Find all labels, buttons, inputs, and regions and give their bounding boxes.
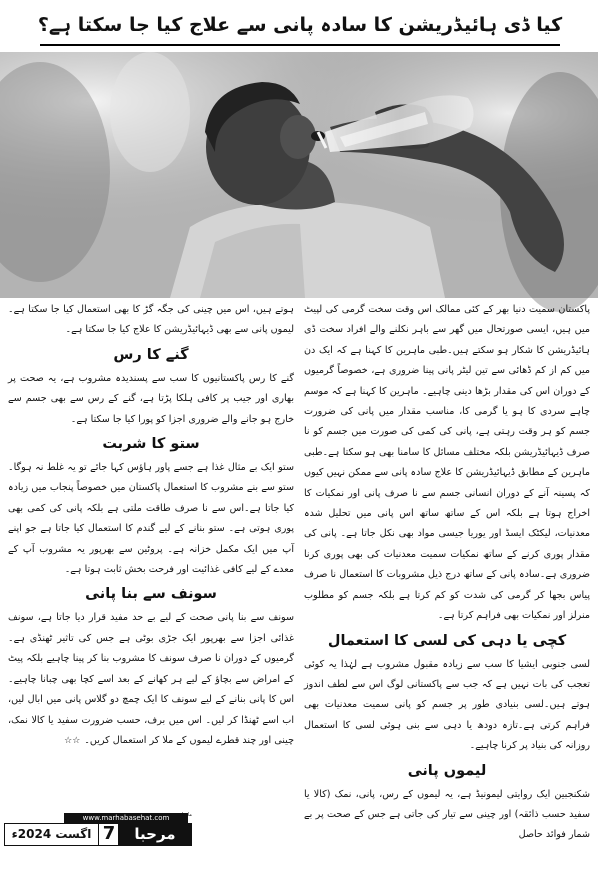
paragraph: ستو ایک بے مثال غذا ہے جسے پاور ہاؤس کہا جائے تو یہ غلط نہ ہوگا۔ستو سے بنے مشروب کا استعمال پاکستان میں خصوصاً پنجاب میں زیادہ کیا جاتا ہے۔اس سے نا صرف طاقت ملتی ہے بلکہ پانی کی کمی بھی پوری ہوتی ہے۔ ستو بنانے کے لیے گندم کا استعمال کیا جاتا ہے جو اپنے آپ میں ایک مکمل خزانہ ہے۔ پروٹین سے بھرپور یہ مشروب آپ کے معدے کے لیے کافی غذائیت اور فرحت بخش ثابت ہوتا ہے۔ <box>8 462 294 576</box>
magazine-footer <box>4 812 192 866</box>
magazine-label: ماہنامہ <box>176 812 192 818</box>
article-title: کیا ڈی ہائیڈریشن کا سادہ پانی سے علاج کیا جا سکتا ہے؟ <box>37 14 563 36</box>
paragraph: پاکستان سمیت دنیا بھر کے کئی ممالک اس وقت سخت گرمی کی لپیٹ میں ہیں، ایسی صورتحال میں گھر سے باہر نکلنے والے افراد سخت ڈی ہائیڈریشن کا شکار ہو سکتے ہیں۔طبی ماہرین کا کہنا ہے کہ ایک دن میں کم از کم ڈھائی سے تین لیٹر پانی پینا ضروری ہے، خصوصاً گرمیوں کے دوران اس کی مقدار بڑھا دینی چاہیے۔ ماہرین کا کہنا ہے کہ موسم چاہے سردی کا ہو یا گرمی کا، مناسب مقدار میں پانی کی ضرورت جسم کو ہر وقت رہتی ہے، پانی کی کمی کی صورت میں جسم کو نا صرف ڈیہائیڈریشن بلکہ مختلف مسائل کا سامنا بھی ہو سکتا ہے۔طبی ماہرین کے مطابق ڈیہائیڈریشن کا علاج سادہ پانی سے ممکن نہیں کیوں کہ پسینہ آنے کے دوران انسانی جسم سے نا صرف پانی اور نمکیات کا اخراج ہوتا ہے بلکہ اس کے ساتھ ساتھ اس پانی میں تحلیل شدہ معدنیات، لیکٹک ایسڈ اور یوریا جیسی مواد بھی نکل جاتا ہے۔ پانی کی مقدار پوری کرنے کے ساتھ نمکیات سمیت معدنیات کی بھی پوری کرنا ضروری ہے۔سادہ پانی کے ساتھ درج ذیل مشروبات کا استعمال نا صرف پیاس بجھا کر گرمی کی شدت کو کم کرتا ہے بلکہ جسم کو مطلوب منرلز اور نمکیات بھی فراہم کرتا ہے۔ <box>304 304 590 622</box>
paragraph: لسی جنوبی ایشیا کا سب سے زیادہ مقبول مشروب ہے لہٰذا یہ کوئی تعجب کی بات نہیں ہے کہ جب سے پاکستانی لوگ اس سے لطف اندوز ہوتے ہیں۔لسی بنیادی طور پر جسم کو پانی سمیت معدنیات بھی فراہم کرتی ہے۔تازہ دودھ یا دہی سے بنی ہوئی لسی کا استعمال روزانہ کی بنیاد پر کرنا چاہیے۔ <box>304 658 590 752</box>
section-heading: سونف سے بنا پانی <box>85 586 217 603</box>
end-mark: ☆☆ <box>64 735 81 746</box>
article-column-left <box>8 300 294 800</box>
boy-drinking-water-image <box>0 52 598 298</box>
paragraph: ہوتے ہیں، اس میں چینی کی جگہ گڑ کا بھی استعمال کیا جا سکتا ہے۔ لیموں پانی سے بھی ڈیہائیڈریشن کا علاج کیا جا سکتا ہے۔ <box>8 304 294 336</box>
page-number: 7 <box>98 823 120 846</box>
paragraph <box>8 608 294 751</box>
section-heading: ستو کا شربت <box>102 436 200 453</box>
paragraph: گنے کا رس پاکستانیوں کا سب سے پسندیدہ مشروب ہے، یہ صحت پر بھاری اور جیب پر کافی ہلکا پڑتا ہے، گنے کے رس سے بھی جسم سے خارج ہو جانے والے ضروری اجزا کو پورا کیا جا سکتا ہے۔ <box>8 372 294 425</box>
section-heading: کچی یا دہی کی لسی کا استعمال <box>327 632 567 649</box>
paragraph: شکنجبین ایک روایتی لیمونیڈ ہے، یہ لیموں کے رس، پانی، نمک (کالا یا سفید حسب ذائقہ) اور چینی سے تیار کی جاتی ہے جس کے صحت پر بے شمار فوائد حاصل <box>304 788 590 841</box>
issue-date: اگست 2024ء <box>4 823 98 846</box>
section-heading: گنے کا رس <box>113 346 189 363</box>
paragraph-text: سونف سے بنا پانی صحت کے لیے بے حد مفید قرار دیا جاتا ہے، سونف غذائی اجزا سے بھرپور ایک جڑی بوٹی ہے جس کی تاثیر ٹھنڈی ہے۔ گرمیوں کے دوران نا صرف سونف کا مشروب بنا کر پینا چاہیے بلکہ پیٹ کے امراض سے بچاؤ کے لیے ہر کھانے کے بعد اسے کچا بھی چبانا چاہیے۔ اس کا پانی بنانے کے لیے سونف کا ایک چمچ دو گلاس پانی میں ابال لیں، اب اسے ٹھنڈا کر لیں۔ اس میں برف، حسب ضرورت سفید یا کالا نمک، چینی اور چند قطرے لیموں کے ملا کر استعمال کریں۔ <box>8 612 294 746</box>
website-url: www.marhabasehat.com <box>64 813 188 823</box>
section-heading: لیموں پانی <box>407 762 487 779</box>
article-title-bar <box>37 6 563 46</box>
magazine-logo: مرحبا صحت <box>118 823 192 846</box>
article-column-right <box>304 300 590 841</box>
article-photo <box>0 52 598 298</box>
